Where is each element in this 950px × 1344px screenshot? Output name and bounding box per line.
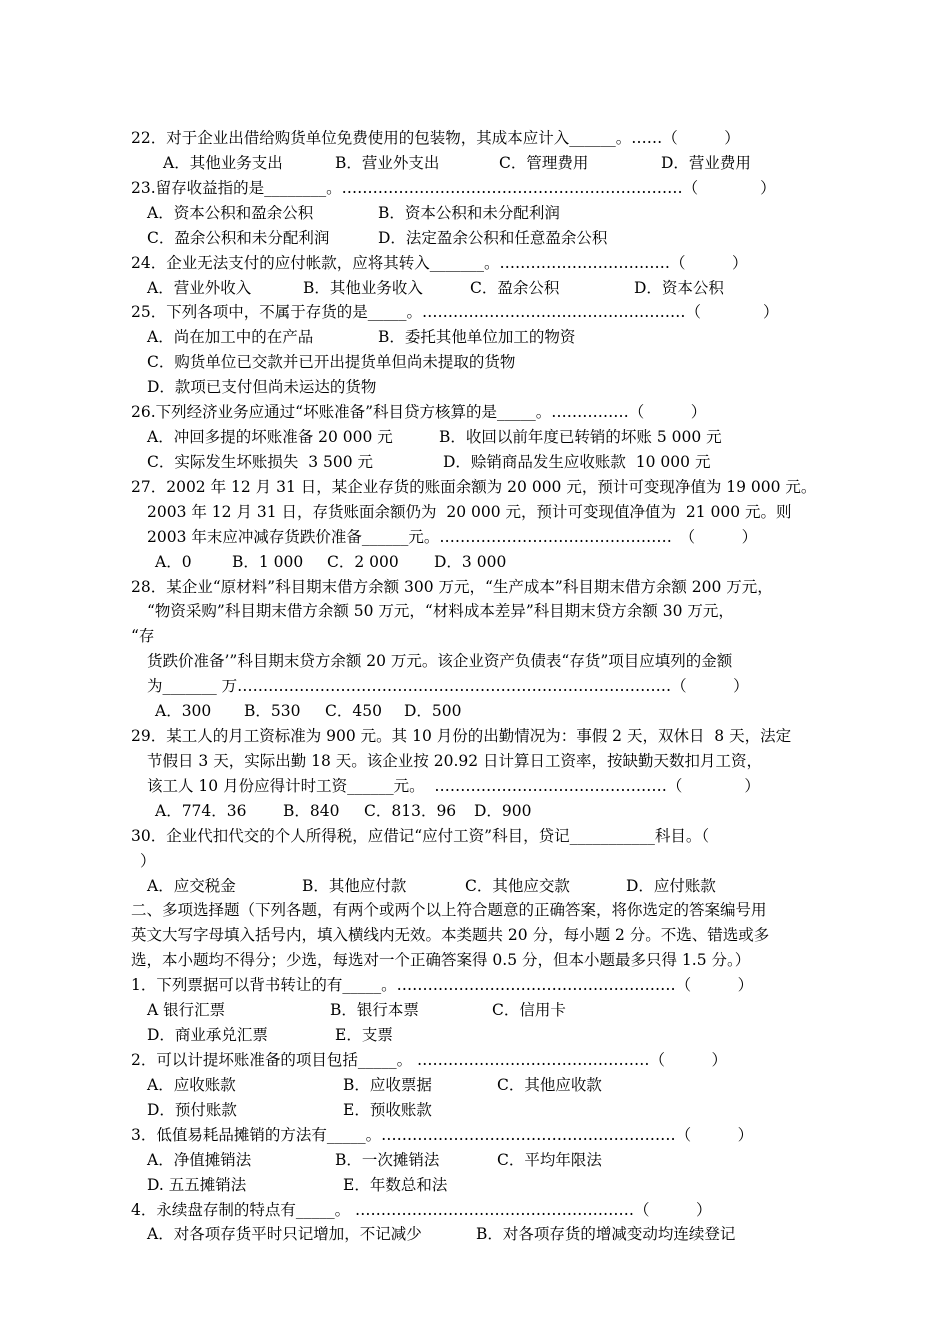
option-text: C．管理费用: [499, 154, 589, 172]
option-text: D．3 000: [434, 553, 507, 571]
option-text: A．应收账款: [147, 1076, 236, 1094]
option-text: D．营业费用: [661, 154, 751, 172]
option-text: A．应交税金: [147, 877, 236, 895]
option-text: A．其他业务支出: [163, 154, 283, 172]
option-text: D．资本公积: [634, 279, 724, 297]
option-text: C．其他应交款: [465, 877, 570, 895]
option-text: D．商业承兑汇票: [147, 1026, 268, 1044]
question-line: C．购货单位已交款并已开出提货单但尚未提取的货物: [147, 353, 516, 371]
option-text: B．银行本票: [330, 1001, 419, 1019]
option-text: D．应付账款: [626, 877, 716, 895]
option-text: A．冲回多提的坏账准备 20 000 元: [147, 428, 393, 446]
question-line: 30．企业代扣代交的个人所得税，应借记“应付工资”科目，贷记___________科目。（: [131, 827, 710, 845]
option-text: A．资本公积和盈余公积: [147, 204, 314, 222]
question-line: 2．可以计提坏账准备的项目包括_____。 ………………………………………（ ）: [131, 1051, 728, 1069]
option-text: D．法定盈余公积和任意盈余公积: [378, 229, 608, 247]
question-line: 该工人 10 月份应得计时工资______元。 ………………………………………（ ）: [147, 777, 760, 795]
option-text: C．其他应收款: [497, 1076, 602, 1094]
option-text: E．年数总和法: [343, 1176, 448, 1194]
option-text: B．其他业务收入: [303, 279, 423, 297]
question-line: 英文大写字母填入括号内，填入横线内无效。本类题共 20 分，每小题 2 分。不选、错选或多: [131, 926, 770, 944]
option-text: C．450: [325, 702, 382, 720]
option-text: A．净值摊销法: [147, 1151, 252, 1169]
option-text: B．530: [244, 702, 301, 720]
question-line: 24．企业无法支付的应付帐款，应将其转入_______。……………………………（ ）: [131, 254, 748, 272]
option-text: B．委托其他单位加工的物资: [378, 328, 576, 346]
option-text: B．其他应付款: [302, 877, 407, 895]
option-text: B．应收票据: [343, 1076, 432, 1094]
question-line: 29．某工人的月工资标准为 900 元。其 10 月份的出勤情况为：事假 2 天，双休日 8 天，法定: [131, 727, 792, 745]
option-text: C．实际发生坏账损失 3 500 元: [147, 453, 374, 471]
question-line: 选，本小题均不得分；少选，每选对一个正确答案得 0.5 分，但本小题最多只得 1.5 分。）: [131, 951, 751, 969]
option-text: D．900: [474, 802, 532, 820]
option-text: B．营业外支出: [335, 154, 440, 172]
question-line: 1．下列票据可以背书转让的有_____。………………………………………………（ ）: [131, 976, 754, 994]
option-text: B．1 000: [232, 553, 304, 571]
question-line: D．款项已支付但尚未运达的货物: [147, 378, 377, 396]
option-text: C．盈余公积和未分配利润: [147, 229, 330, 247]
option-text: E．预收账款: [343, 1101, 432, 1119]
option-text: D．赊销商品发生应收账款 10 000 元: [443, 453, 711, 471]
question-line: 二、多项选择题（下列各题，有两个或两个以上符合题意的正确答案，将你选定的答案编号用: [131, 901, 767, 919]
question-line: “物资采购”科目期末借方余额 50 万元，“材料成本差异”科目期末贷方余额 30 万元，: [147, 602, 734, 620]
question-line: 22．对于企业出借给购货单位免费使用的包装物，其成本应计入______。……（ ）: [131, 129, 740, 147]
option-text: A．300: [155, 702, 212, 720]
option-text: A．营业外收入: [147, 279, 252, 297]
option-text: B．一次摊销法: [335, 1151, 440, 1169]
question-line: 为_______ 万…………………………………………………………………………（ ）: [147, 677, 749, 695]
option-text: A．774．36: [155, 802, 247, 820]
option-text: C．平均年限法: [497, 1151, 602, 1169]
option-text: A 银行汇票: [147, 1001, 226, 1019]
question-line: 28．某企业“原材料”科目期末借方余额 300 万元，“生产成本”科目期末借方余额 200 万元，: [131, 578, 773, 596]
question-line: “存: [131, 627, 155, 645]
option-text: E．支票: [335, 1026, 393, 1044]
option-text: D. 五五摊销法: [147, 1176, 247, 1194]
option-text: D．预付账款: [147, 1101, 237, 1119]
question-line: 4．永续盘存制的特点有_____。 ………………………………………………（ ）: [131, 1201, 712, 1219]
option-text: B．收回以前年度已转销的坏账 5 000 元: [439, 428, 722, 446]
option-text: D．500: [404, 702, 462, 720]
question-line: 节假日 3 天，实际出勤 18 天。该企业按 20.92 日计算日工资率，按缺勤天数扣月工资，: [147, 752, 763, 770]
option-text: A．对各项存货平时只记增加，不记减少: [147, 1225, 422, 1243]
question-line: 2003 年末应冲减存货跌价准备______元。……………………………………… （ ）: [147, 528, 758, 546]
option-text: C．盈余公积: [470, 279, 560, 297]
option-text: A．尚在加工中的在产品: [147, 328, 314, 346]
question-line: 23.留存收益指的是________。…………………………………………………………（ ）: [131, 179, 776, 197]
option-text: B．对各项存货的增减变动均连续登记: [476, 1225, 736, 1243]
option-text: C．信用卡: [492, 1001, 566, 1019]
question-line: 25．下列各项中，不属于存货的是_____。……………………………………………（ ）: [131, 303, 779, 321]
option-text: B．资本公积和未分配利润: [378, 204, 560, 222]
question-line: 货跌价准备’”科目期末贷方余额 20 万元。该企业资产负债表“存货”项目应填列的金额: [147, 652, 733, 670]
question-line: 3．低值易耗品摊销的方法有_____。…………………………………………………（ ）: [131, 1126, 754, 1144]
option-text: C．2 000: [327, 553, 399, 571]
option-text: A．0: [155, 553, 192, 571]
question-line: 27．2002 年 12 月 31 日，某企业存货的账面余额为 20 000 元，预计可变现净值为 19 000 元。: [131, 478, 817, 496]
option-text: C．813．96: [364, 802, 457, 820]
question-line: ）: [140, 852, 156, 870]
question-line: 26.下列经济业务应通过“坏账准备”科目贷方核算的是_____。……………（ ）: [131, 403, 707, 421]
question-line: 2003 年 12 月 31 日，存货账面余额仍为 20 000 元，预计可变现值净值为 21 000 元。则: [147, 503, 792, 521]
option-text: B．840: [283, 802, 340, 820]
